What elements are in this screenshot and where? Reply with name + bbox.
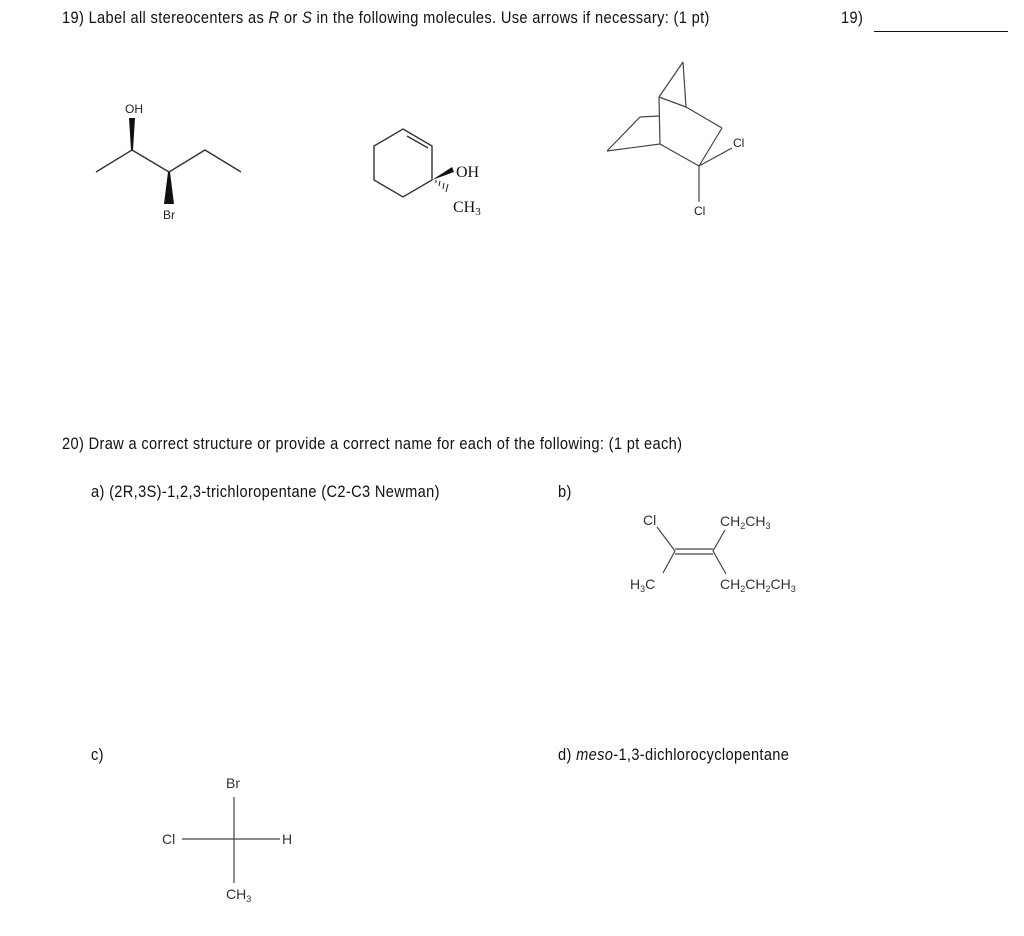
question-19-s: S <box>301 8 313 27</box>
question-19-number: 19) <box>62 8 85 27</box>
molecule-1-br-label: Br <box>163 208 175 222</box>
alkene-ethyl-label: $CH_2CH_3$ <box>720 513 771 531</box>
question-19-mid: or <box>279 8 302 27</box>
alkene-cl-label: Cl <box>643 512 657 528</box>
question-19-text-pre: Label all stereocenters as <box>88 8 269 27</box>
fischer-bottom-label: $CH_3$ <box>226 886 252 904</box>
fischer-bonds <box>182 797 280 883</box>
fischer-top-label: Br <box>226 775 240 791</box>
fischer-left-label: Cl <box>162 831 176 847</box>
molecule-2-ch3-label: CH3 <box>453 199 481 218</box>
question-20-text: Draw a correct structure or provide a correct name for each of the following: (1 pt each) <box>88 434 683 453</box>
molecule-3-cl-bottom-label: Cl <box>694 204 706 218</box>
question-19-answer-label: 19) <box>841 8 864 27</box>
question-19-r: R <box>268 8 280 27</box>
alkene-h3c-label: $H_3C$ <box>630 576 656 594</box>
question-19-text-post: in the following molecules. Use arrows if necessary: (1 pt) <box>312 8 710 27</box>
question-20-number: 20) <box>62 434 85 453</box>
question-20d-meso: meso <box>576 745 614 764</box>
molecule-2-oh-label: OH <box>456 164 480 181</box>
question-20a: a) (2R,3S)-1,2,3-trichloropentane (C2-C3 Newman) <box>91 482 440 501</box>
molecule-1-oh-label: OH <box>125 102 143 116</box>
question-20c: c) <box>91 745 104 764</box>
fischer-right-label: H <box>282 831 293 847</box>
molecule-3-cl-right-label: Cl <box>733 136 745 150</box>
alkene-propyl-label: $CH_2CH_2CH_3$ <box>720 576 796 594</box>
question-20d-prefix: d) <box>558 745 577 764</box>
question-20b: b) <box>558 482 572 501</box>
question-20d-suffix: -1,3-dichlorocyclopentane <box>613 745 790 764</box>
